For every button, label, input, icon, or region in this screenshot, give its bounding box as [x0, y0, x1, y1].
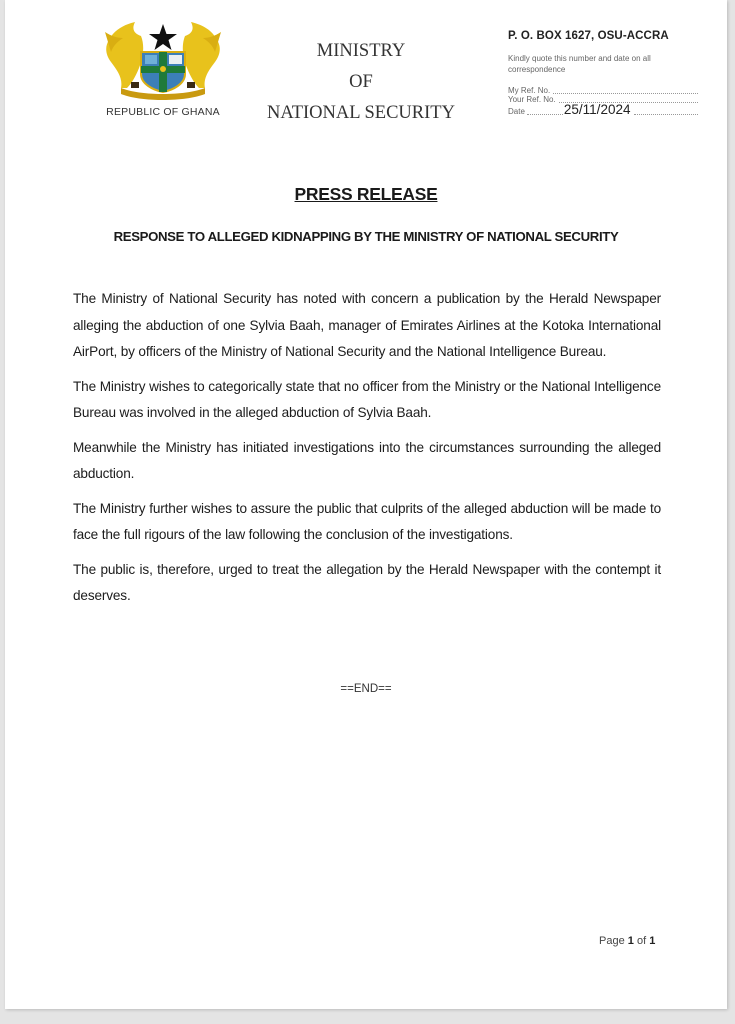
of-word: of	[636, 935, 647, 947]
your-ref-label: Your Ref. No.	[508, 95, 556, 104]
coat-of-arms-icon	[101, 18, 225, 102]
paragraph: Meanwhile the Ministry has initiated investigations into the circumstances surrounding the alleged abduction.	[73, 439, 661, 481]
po-box: P. O. BOX 1627, OSU-ACCRA	[508, 30, 669, 42]
ministry-line: MINISTRY	[316, 41, 406, 61]
paragraph: The Ministry wishes to categorically state that no officer from the Ministry or the National Intelligence Bureau was involved in the alleged abduction of Sylvia Baah.	[73, 378, 661, 420]
my-ref-label: My Ref. No.	[508, 86, 551, 95]
date-value: 25/11/2024	[563, 102, 631, 117]
page-word: Page	[599, 935, 625, 947]
my-ref-row	[508, 86, 698, 95]
total-pages: 1	[649, 935, 656, 947]
paragraph: The Ministry of National Security has noted with concern a publication by the Herald Newspaper alleging the abduction of one Sylvia Baah, manager of Emirates Airlines at the Kotoka International AirPort, by officers of the Ministry of National Security and the National Intelligence Bureau.	[73, 291, 661, 359]
date-line-trail	[634, 114, 698, 115]
paragraph: The Ministry further wishes to assure the public that culprits of the alleged abduction will be made to face the full rigours of the law following the conclusion of the investigations.	[73, 500, 661, 542]
document-title: PRESS RELEASE	[294, 184, 438, 204]
my-ref-line	[553, 93, 698, 94]
crest-caption: REPUBLIC OF GHANA	[106, 106, 220, 118]
quote-note: Kindly quote this number and date on all correspondence	[508, 54, 651, 74]
paragraph: The public is, therefore, urged to treat the allegation by the Herald Newspaper with the contempt it deserves.	[73, 561, 661, 603]
ministry-name	[245, 36, 477, 129]
ministry-line: NATIONAL SECURITY	[267, 103, 455, 123]
press-release-body	[73, 286, 661, 618]
page-number	[599, 935, 655, 947]
reference-fields	[508, 86, 698, 116]
date-label: Date	[508, 107, 525, 116]
address-block	[508, 30, 698, 116]
date-line-lead	[527, 114, 563, 115]
current-page: 1	[627, 935, 634, 947]
ministry-line: OF	[349, 72, 373, 92]
document-page	[5, 0, 727, 1009]
date-row	[508, 104, 698, 116]
document-subtitle: RESPONSE TO ALLEGED KIDNAPPING BY THE MINISTRY OF NATIONAL SECURITY	[113, 229, 619, 244]
end-marker: ==END==	[340, 683, 392, 695]
